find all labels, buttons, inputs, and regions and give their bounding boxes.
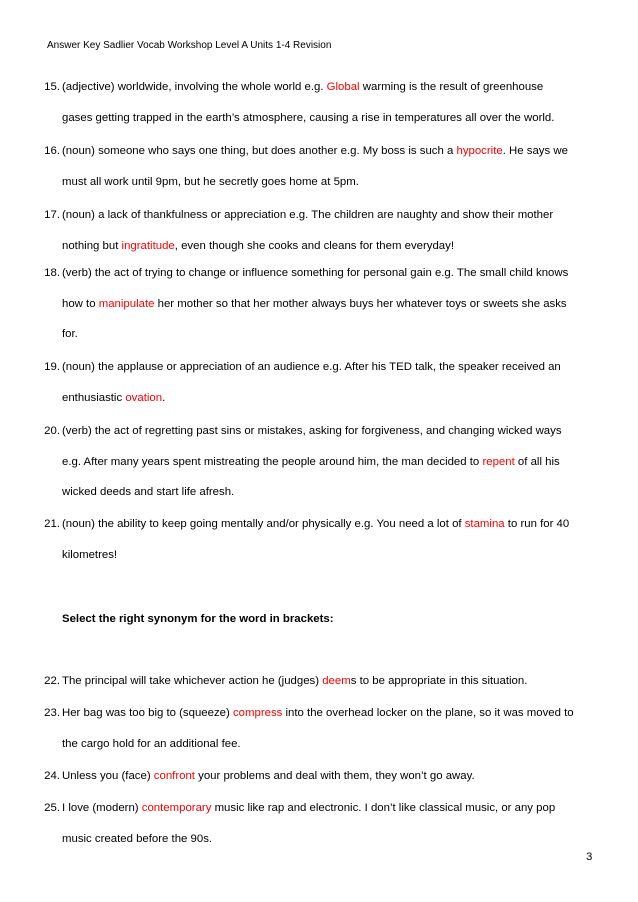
item-line bbox=[62, 739, 241, 750]
item-line bbox=[62, 241, 454, 252]
line-text: , even though she cooks and cleans for them everyday! bbox=[174, 239, 454, 252]
line-text: (noun) the ability to keep going mentally and/or physically e.g. You need a lot of bbox=[62, 518, 465, 530]
answer-word: Global bbox=[326, 81, 360, 93]
line-text: to run for 40 bbox=[504, 518, 570, 530]
answer-word: contemporary bbox=[141, 802, 212, 814]
line-text: must all work until 9pm, but he secretly goes home at 5pm. bbox=[62, 175, 359, 188]
item-line bbox=[62, 329, 78, 340]
line-text: warming is the result of greenhouse bbox=[359, 81, 544, 93]
item-number: 24. bbox=[44, 770, 60, 782]
answer-word: deem bbox=[322, 675, 351, 687]
item-line bbox=[62, 299, 567, 310]
item-line bbox=[62, 268, 568, 279]
line-text: gases getting trapped in the earth’s atmosphere, causing a rise in temperatures all over the world. bbox=[62, 111, 555, 124]
item-number: 19. bbox=[44, 361, 60, 373]
item-line bbox=[62, 393, 165, 404]
item-number: 23. bbox=[44, 707, 60, 719]
line-text: the cargo hold for an additional fee. bbox=[62, 737, 241, 750]
line-text: music created before the 90s. bbox=[62, 832, 213, 845]
item-line bbox=[62, 550, 117, 561]
line-text: Her bag was too big to (squeeze) bbox=[62, 707, 233, 719]
line-text: your problems and deal with them, they won’t go away. bbox=[194, 770, 475, 782]
line-text: enthusiastic bbox=[62, 391, 126, 404]
item-line bbox=[62, 771, 475, 782]
item-line bbox=[62, 362, 561, 373]
item-number: 18. bbox=[44, 267, 60, 279]
answer-word: compress bbox=[232, 707, 283, 719]
item-line bbox=[62, 210, 553, 221]
answer-word: manipulate bbox=[98, 297, 155, 310]
line-text: Unless you (face) bbox=[62, 770, 154, 782]
line-text: . He says we bbox=[502, 145, 568, 157]
item-number: 15. bbox=[44, 81, 60, 93]
answer-word: ingratitude bbox=[121, 239, 175, 252]
item-line bbox=[62, 519, 569, 530]
line-text: of all his bbox=[514, 455, 560, 468]
line-text: music like rap and electronic. I don’t like classical music, or any pop bbox=[211, 802, 556, 814]
answer-word: ovation bbox=[125, 391, 163, 404]
line-text: I love (modern) bbox=[62, 802, 142, 814]
line-text: for. bbox=[62, 328, 78, 340]
answer-word: stamina bbox=[464, 518, 505, 530]
item-line bbox=[62, 457, 560, 468]
line-text: (noun) someone who says one thing, but does another e.g. My boss is such a bbox=[62, 145, 457, 157]
item-number: 16. bbox=[44, 145, 60, 157]
item-line bbox=[62, 803, 555, 814]
answer-word: confront bbox=[153, 770, 195, 782]
item-line bbox=[62, 426, 562, 437]
line-text: nothing but bbox=[62, 239, 122, 252]
item-line bbox=[62, 676, 527, 687]
section-heading: Select the right synonym for the word in brackets: bbox=[62, 613, 334, 625]
item-number: 17. bbox=[44, 209, 60, 221]
line-text: . bbox=[162, 391, 166, 404]
answer-word: hypocrite bbox=[456, 145, 503, 157]
line-text: e.g. After many years spent mistreating the people around him, the man decided to bbox=[62, 455, 483, 468]
line-text: (adjective) worldwide, involving the whole world e.g. bbox=[62, 81, 327, 93]
item-number: 21. bbox=[44, 518, 60, 530]
line-text: (verb) the act of regretting past sins or mistakes, asking for forgiveness, and changing wicked ways bbox=[62, 425, 562, 437]
page-header: Answer Key Sadlier Vocab Workshop Level A Units 1-4 Revision bbox=[47, 40, 332, 51]
item-line bbox=[62, 177, 359, 188]
item-number: 20. bbox=[44, 425, 60, 437]
item-number: 22. bbox=[44, 675, 60, 687]
line-text: (noun) a lack of thankfulness or appreciation e.g. The children are naughty and show their mother bbox=[62, 209, 554, 221]
line-text: kilometres! bbox=[62, 548, 118, 561]
item-line bbox=[62, 146, 568, 157]
item-line bbox=[62, 708, 574, 719]
item-line bbox=[62, 113, 554, 124]
line-text: into the overhead locker on the plane, so it was moved to bbox=[282, 707, 574, 719]
item-line bbox=[62, 834, 212, 845]
line-text: (noun) the applause or appreciation of an audience e.g. After his TED talk, the speaker received an bbox=[62, 361, 561, 373]
line-text: how to bbox=[62, 297, 99, 310]
item-line bbox=[62, 82, 543, 93]
line-text: s to be appropriate in this situation. bbox=[350, 675, 528, 687]
line-text: The principal will take whichever action he (judges) bbox=[62, 675, 323, 687]
answer-word: repent bbox=[482, 455, 515, 468]
item-number: 25. bbox=[44, 802, 60, 814]
page-number: 3 bbox=[586, 851, 593, 863]
line-text: (verb) the act of trying to change or influence something for personal gain e.g. The small child knows bbox=[62, 267, 569, 279]
line-text: wicked deeds and start life afresh. bbox=[62, 486, 235, 498]
item-line bbox=[62, 487, 234, 498]
line-text: her mother so that her mother always buys her whatever toys or sweets she asks bbox=[154, 297, 567, 310]
